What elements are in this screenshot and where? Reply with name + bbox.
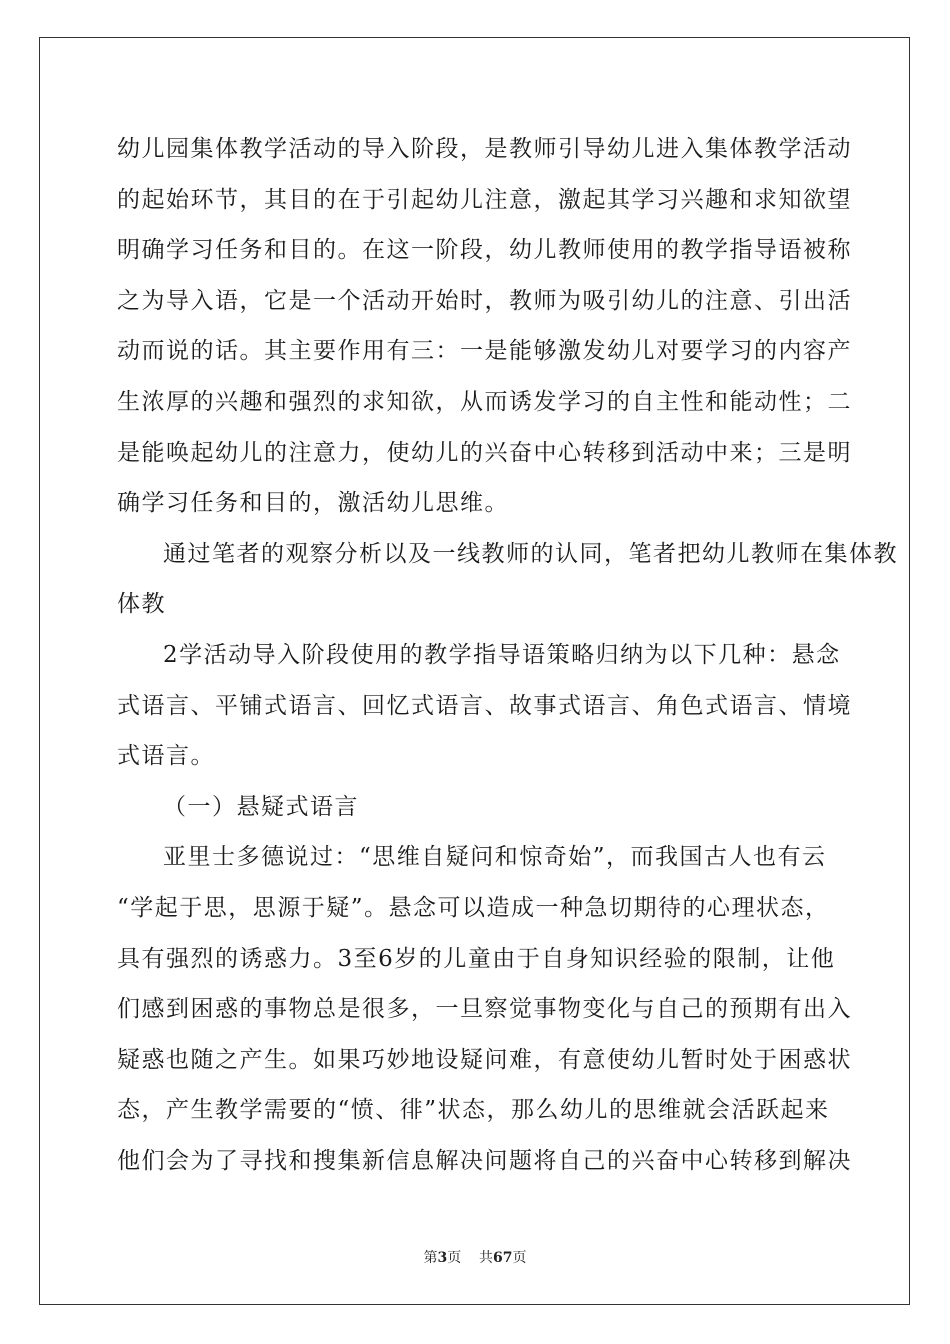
text-line: 式语言、平铺式语言、回忆式语言、故事式语言、角色式语言、情境 [117, 692, 852, 719]
text-line: 2学活动导入阶段使用的教学指导语策略归纳为以下几种：悬念 [163, 641, 841, 668]
text-line: 式语言。 [117, 743, 215, 770]
text-line: 具有强烈的诱惑力。3至6岁的儿童由于自身知识经验的限制，让他 [117, 945, 836, 972]
text-line: 通过笔者的观察分析以及一线教师的认同，笔者把幼儿教师在集体教 [163, 540, 898, 567]
page-label-prefix: 第 [423, 1250, 438, 1266]
text-line: 确学习任务和目的，激活幼儿思维。 [117, 490, 509, 517]
section-heading: （一）悬疑式语言 [163, 793, 359, 820]
text-line: 体教 [117, 591, 166, 618]
text-line: 态，产生教学需要的“愤、徘”状态，那么幼儿的思维就会活跃起来 [117, 1097, 830, 1124]
total-pages: 67 [493, 1250, 513, 1266]
text-line: 亚里士多德说过：“思维自疑问和惊奇始”，而我国古人也有云 [163, 844, 827, 871]
text-line: 的起始环节，其目的在于引起幼儿注意，激起其学习兴趣和求知欲望 [117, 186, 852, 213]
page-label-suffix: 页 [447, 1250, 462, 1266]
text-line: 们感到困惑的事物总是很多，一旦察觉事物变化与自己的预期有出入 [117, 996, 852, 1023]
text-line: 是能唤起幼儿的注意力，使幼儿的兴奋中心转移到活动中来；三是明 [117, 439, 852, 466]
total-prefix: 共 [479, 1250, 494, 1266]
page-number: 3 [437, 1250, 448, 1266]
text-line: 明确学习任务和目的。在这一阶段，幼儿教师使用的教学指导语被称 [117, 237, 852, 264]
text-line: 他们会为了寻找和搜集新信息解决问题将自己的兴奋中心转移到解决 [117, 1147, 852, 1174]
text-line: 疑惑也随之产生。如果巧妙地设疑问难，有意使幼儿暂时处于困惑状 [117, 1046, 852, 1073]
text-line: 之为导入语，它是一个活动开始时，教师为吸引幼儿的注意、引出活 [117, 287, 852, 314]
total-suffix: 页 [512, 1250, 527, 1266]
text-line: 幼儿园集体教学活动的导入阶段，是教师引导幼儿进入集体教学活动 [117, 136, 852, 162]
page-footer [0, 1247, 950, 1267]
text-line: 生浓厚的兴趣和强烈的求知欲，从而诱发学习的自主性和能动性；二 [117, 388, 852, 415]
document-body [117, 124, 898, 1186]
text-line: “学起于思，思源于疑”。悬念可以造成一种急切期待的心理状态， [117, 894, 830, 921]
text-line: 动而说的话。其主要作用有三：一是能够激发幼儿对要学习的内容产 [117, 338, 852, 365]
